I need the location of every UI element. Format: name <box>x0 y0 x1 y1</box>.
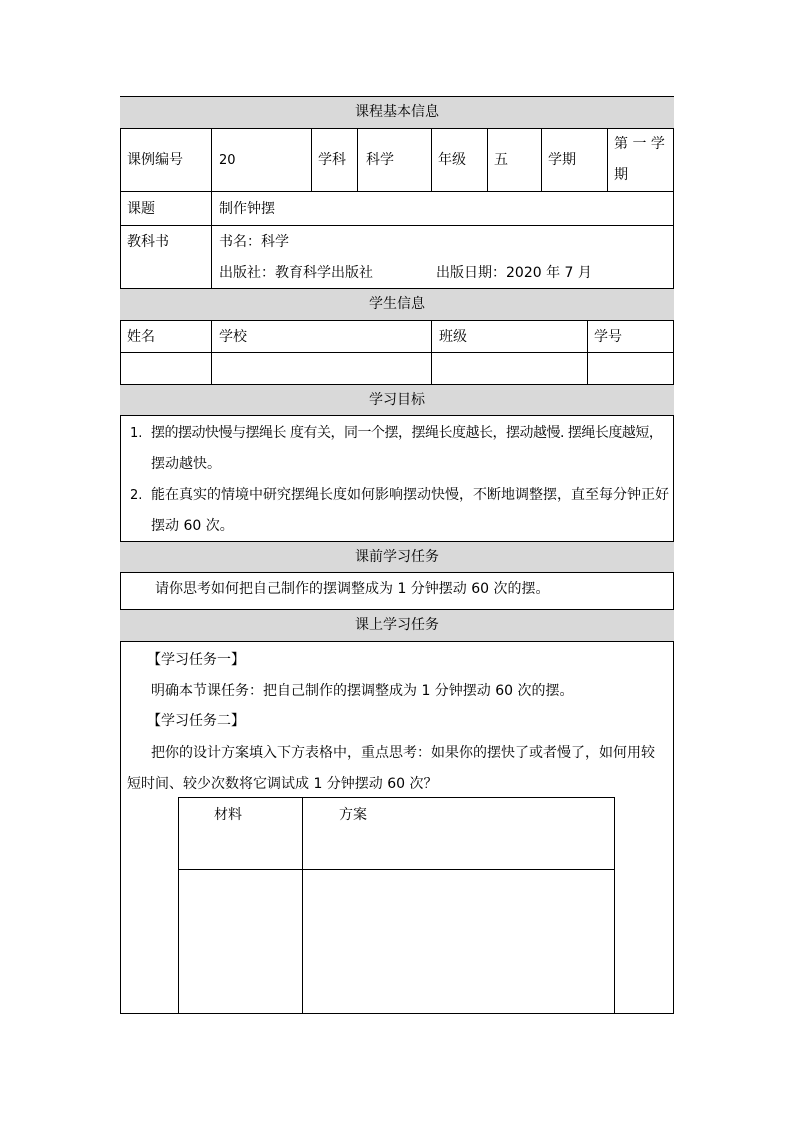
materials-input[interactable] <box>184 876 296 1008</box>
objective-2-line1: 能在真实的情境中研究摆绳长度如何影响摆动快慢，不断地调整摆，直至每分钟正好 <box>151 487 669 503</box>
divider <box>311 128 312 191</box>
class-label: 班级 <box>439 329 467 345</box>
divider <box>120 225 674 226</box>
topic-value: 制作钟摆 <box>219 201 275 217</box>
divider <box>607 128 608 191</box>
divider <box>120 352 674 353</box>
student-id-input[interactable] <box>594 358 666 378</box>
term-value-line1: 第 一 学 <box>614 136 665 152</box>
divider <box>120 572 674 573</box>
task-2-title: 【学习任务二】 <box>147 713 245 729</box>
case-no-label: 课例编号 <box>127 152 183 168</box>
divider <box>120 641 674 642</box>
name-input[interactable] <box>128 358 204 378</box>
pre-task-header: 课前学习任务 <box>120 542 674 572</box>
class-input[interactable] <box>438 358 580 378</box>
divider <box>120 320 674 321</box>
divider <box>302 797 303 1014</box>
term-label: 学期 <box>548 152 576 168</box>
publish-date: 出版日期：2020 年 7 月 <box>436 265 592 281</box>
plan-input[interactable] <box>308 876 608 1008</box>
student-info-header: 学生信息 <box>120 289 674 320</box>
course-info-header: 课程基本信息 <box>120 97 674 128</box>
objective-1-line1: 摆的摆动快慢与摆绳长 度有关，同一个摆，摆绳长度越长，摆动越慢. 摆绳长度越短， <box>151 425 663 441</box>
plan-column-header: 方案 <box>339 807 367 823</box>
divider <box>431 128 432 191</box>
task-2-line1: 把你的设计方案填入下方表格中，重点思考：如果你的摆快了或者慢了，如何用较 <box>151 745 655 761</box>
subject-value: 科学 <box>366 152 394 168</box>
name-label: 姓名 <box>127 329 155 345</box>
task-2-line2: 短时间、较少次数将它调试成 1 分钟摆动 60 次？ <box>127 776 438 792</box>
grade-label: 年级 <box>438 152 466 168</box>
student-id-label: 学号 <box>594 329 622 345</box>
divider <box>120 415 674 416</box>
divider <box>120 128 674 129</box>
subject-label: 学科 <box>318 152 346 168</box>
pre-task-text: 请你思考如何把自己制作的摆调整成为 1 分钟摆动 60 次的摆。 <box>155 581 550 597</box>
objective-2-number: 2. <box>130 488 143 503</box>
task-1-text: 明确本节课任务：把自己制作的摆调整成为 1 分钟摆动 60 次的摆。 <box>151 683 574 699</box>
materials-column-header: 材料 <box>214 807 242 823</box>
divider <box>211 128 212 288</box>
divider <box>487 128 488 191</box>
objectives-header: 学习目标 <box>120 385 674 415</box>
textbook-label: 教科书 <box>127 234 169 250</box>
book-name: 书名：科学 <box>219 234 289 250</box>
task-1-title: 【学习任务一】 <box>147 652 245 668</box>
school-label: 学校 <box>219 329 247 345</box>
objective-2-line2: 摆动 60 次。 <box>151 518 234 534</box>
divider <box>541 128 542 191</box>
grade-value: 五 <box>494 152 508 168</box>
term-value-line2: 期 <box>614 167 628 183</box>
publisher: 出版社：教育科学出版社 <box>219 265 373 281</box>
divider <box>120 191 674 192</box>
case-no-value: 20 <box>219 153 236 168</box>
school-input[interactable] <box>218 358 424 378</box>
objective-1-number: 1. <box>130 426 143 441</box>
objective-1-line2: 摆动越快。 <box>151 456 221 472</box>
divider <box>357 128 358 191</box>
divider <box>178 869 615 870</box>
in-class-task-header: 课上学习任务 <box>120 610 674 641</box>
topic-label: 课题 <box>127 201 155 217</box>
